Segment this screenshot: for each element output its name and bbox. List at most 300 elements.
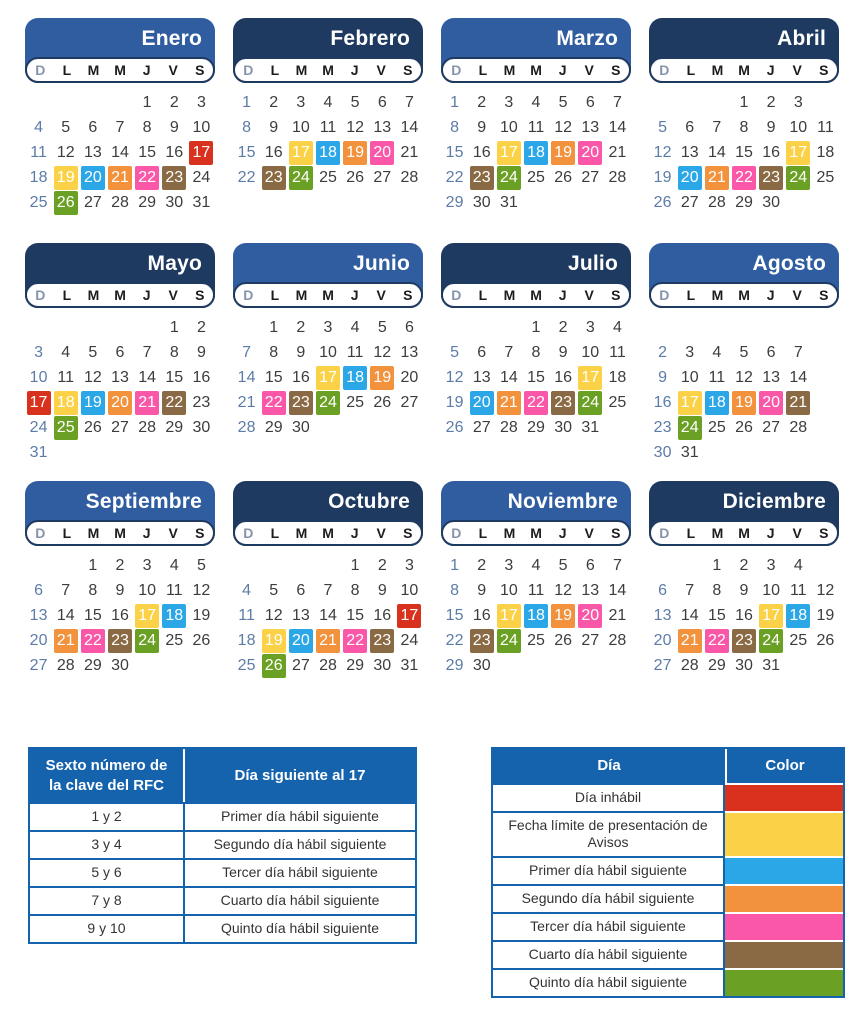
weekday-letter: V (584, 62, 594, 78)
date-cell: 9 (115, 581, 125, 599)
date-cell: 30 (291, 418, 310, 436)
weekday-letter: L (478, 62, 488, 78)
date-cell: 9 (377, 581, 387, 599)
weekday-letter: J (350, 287, 359, 303)
date-cell: 3 (766, 556, 776, 574)
date-cell: 26 (373, 393, 392, 411)
date-cell: 8 (169, 343, 179, 361)
date-cell: 1 (269, 318, 279, 336)
date-cell: 1 (450, 556, 460, 574)
weekday-letter: D (659, 525, 670, 541)
date-cell: 11 (817, 118, 834, 136)
date-cell: 3 (504, 556, 514, 574)
date-cell-highlight-pink: 22 (81, 629, 105, 653)
date-cell-highlight-pink: 22 (732, 166, 756, 190)
date-cell: 27 (653, 656, 672, 674)
weekday-letter: S (403, 62, 413, 78)
date-cell-highlight-yellow: 17 (316, 366, 340, 390)
date-cell: 10 (499, 118, 518, 136)
weekday-letter: S (403, 287, 413, 303)
date-cell: 5 (61, 118, 71, 136)
date-cell-highlight-green: 24 (289, 166, 313, 190)
date-cell-highlight-pink: 20 (759, 391, 783, 415)
date-cell-empty (79, 315, 106, 340)
date-cell: 2 (377, 556, 387, 574)
date-cell: 18 (816, 143, 835, 161)
date-cell: 27 (373, 168, 392, 186)
weekday-letter: M (738, 525, 750, 541)
date-cell: 2 (477, 93, 487, 111)
date-cell-empty (676, 553, 703, 578)
date-cell-highlight-green: 26 (262, 654, 286, 678)
date-cell-highlight-brown: 23 (551, 391, 575, 415)
date-cell-highlight-orange: 19 (551, 141, 575, 165)
date-cell: 4 (531, 93, 541, 111)
rfc-rule-cell: Segundo día hábil siguiente (183, 830, 415, 858)
date-cell: 15 (445, 606, 464, 624)
weekday-letter: M (322, 525, 334, 541)
rfc-rule-cell: Cuarto día hábil siguiente (183, 886, 415, 914)
date-cell: 10 (680, 368, 699, 386)
date-cell-highlight-brown: 21 (786, 391, 810, 415)
month-header (649, 243, 839, 308)
date-cell-highlight-orange: 19 (551, 604, 575, 628)
date-cell-empty (106, 315, 133, 340)
date-cell: 2 (296, 318, 306, 336)
date-cell: 28 (608, 168, 627, 186)
weekday-letter: J (142, 62, 151, 78)
date-cell: 4 (323, 93, 333, 111)
date-cell: 26 (816, 631, 835, 649)
date-cell: 29 (445, 656, 464, 674)
weekday-letter: V (792, 62, 802, 78)
weekday-letter: V (584, 287, 594, 303)
date-cell: 26 (554, 168, 573, 186)
date-cell: 11 (527, 118, 545, 136)
date-cell: 5 (269, 581, 279, 599)
weekday-letter: S (819, 62, 829, 78)
weekday-letter: M (295, 525, 308, 541)
date-cell: 8 (712, 581, 722, 599)
dates-grid (25, 90, 215, 215)
date-cell: 9 (196, 343, 206, 361)
color-swatch-red (725, 783, 843, 811)
date-cell: 30 (192, 418, 211, 436)
dates-grid (441, 90, 631, 215)
date-cell: 24 (400, 631, 419, 649)
date-cell-highlight-pink: 22 (343, 629, 367, 653)
date-cell: 2 (766, 93, 776, 111)
date-cell-highlight-yellow: 19 (54, 166, 78, 190)
date-cell-highlight-blue: 20 (81, 166, 105, 190)
month-card-abril (649, 18, 839, 227)
weekday-letter: J (142, 287, 151, 303)
date-cell: 22 (237, 168, 256, 186)
date-cell: 3 (196, 93, 206, 111)
rfc-digit-cell: 3 y 4 (30, 830, 183, 858)
date-cell: 27 (472, 418, 491, 436)
weekday-letter: M (322, 62, 334, 78)
date-cell: 15 (83, 606, 102, 624)
date-cell: 14 (680, 606, 699, 624)
weekday-letter: M (530, 525, 542, 541)
color-swatch-green (725, 968, 843, 996)
weekday-letter: D (35, 287, 46, 303)
date-cell-highlight-orange: 21 (108, 166, 132, 190)
rfc-digit-cell: 1 y 2 (30, 802, 183, 830)
date-cell-highlight-green: 24 (759, 629, 783, 653)
legend-label-cell: Día inhábil (493, 783, 725, 811)
date-cell: 13 (762, 368, 781, 386)
weekday-letter: M (530, 62, 542, 78)
weekday-letter: L (62, 62, 72, 78)
date-cell-highlight-brown: 23 (470, 629, 494, 653)
month-card-febrero (233, 18, 423, 227)
date-cell: 8 (88, 581, 98, 599)
month-card-marzo (441, 18, 631, 227)
weekday-letter: M (711, 287, 724, 303)
date-cell-empty (52, 315, 79, 340)
date-cell-highlight-brown: 23 (262, 166, 286, 190)
date-cell-empty (812, 553, 839, 578)
rfc-table-header-col2: Día siguiente al 17 (183, 749, 415, 802)
weekday-letter: V (376, 287, 386, 303)
weekday-letter: L (686, 62, 696, 78)
date-cell: 5 (88, 343, 98, 361)
weekday-letter: J (766, 287, 775, 303)
date-cell: 4 (712, 343, 722, 361)
date-cell: 1 (142, 93, 152, 111)
date-cell: 5 (558, 93, 568, 111)
date-cell: 22 (445, 631, 464, 649)
date-cell: 7 (612, 556, 622, 574)
weekday-letter: D (35, 62, 46, 78)
date-cell: 8 (242, 118, 252, 136)
date-cell: 23 (653, 418, 672, 436)
date-cell: 3 (585, 318, 595, 336)
date-cell: 10 (138, 581, 157, 599)
date-cell: 21 (608, 143, 627, 161)
date-cell: 31 (680, 443, 699, 461)
date-cell: 30 (762, 193, 781, 211)
date-cell: 29 (707, 656, 726, 674)
weekday-letter: M (711, 62, 724, 78)
date-cell: 11 (165, 581, 183, 599)
date-cell: 11 (708, 368, 726, 386)
date-cell: 31 (400, 656, 419, 674)
date-cell: 2 (658, 343, 668, 361)
color-legend-table (491, 747, 845, 998)
weekday-letter: V (168, 525, 178, 541)
date-cell: 25 (816, 168, 835, 186)
date-cell: 9 (658, 368, 668, 386)
date-cell-empty (812, 365, 839, 390)
month-header (233, 243, 423, 308)
date-cell: 26 (192, 631, 211, 649)
date-cell-highlight-pink: 20 (578, 141, 602, 165)
month-card-mayo (25, 243, 215, 465)
month-title: Julio (567, 252, 618, 275)
date-cell: 28 (499, 418, 518, 436)
color-swatch-orange (725, 884, 843, 912)
date-cell: 3 (34, 343, 44, 361)
date-cell-empty (812, 390, 839, 415)
date-cell: 25 (608, 393, 627, 411)
weekday-letter: V (584, 525, 594, 541)
weekday-letter: M (295, 62, 308, 78)
date-cell: 28 (789, 418, 808, 436)
weekday-letter: V (376, 62, 386, 78)
date-cell: 16 (653, 393, 672, 411)
date-cell: 12 (554, 581, 573, 599)
date-cell: 7 (612, 93, 622, 111)
date-cell: 2 (269, 93, 279, 111)
dates-grid (441, 553, 631, 678)
month-card-enero (25, 18, 215, 227)
date-cell-empty (703, 315, 730, 340)
date-cell-highlight-blue: 18 (786, 604, 810, 628)
date-cell: 19 (816, 606, 835, 624)
date-cell: 3 (404, 556, 414, 574)
date-cell: 5 (658, 118, 668, 136)
date-cell-highlight-blue: 18 (343, 366, 367, 390)
rfc-digit-cell: 9 y 10 (30, 914, 183, 942)
date-cell: 7 (142, 343, 152, 361)
date-cell: 14 (400, 118, 419, 136)
date-cell: 16 (192, 368, 211, 386)
weekday-header-row (233, 520, 423, 546)
date-cell: 29 (138, 193, 157, 211)
rfc-table-header-col1: Sexto número de la clave del RFC (30, 749, 183, 802)
weekday-letter: V (792, 525, 802, 541)
date-cell-highlight-orange: 19 (343, 141, 367, 165)
date-cell: 8 (450, 118, 460, 136)
date-cell-highlight-green: 24 (678, 416, 702, 440)
legend-label-cell: Segundo día hábil siguiente (493, 884, 725, 912)
date-cell: 12 (653, 143, 672, 161)
date-cell: 10 (581, 343, 600, 361)
date-cell: 12 (264, 606, 283, 624)
date-cell: 5 (739, 343, 749, 361)
date-cell-highlight-pink: 22 (705, 629, 729, 653)
date-cell: 16 (472, 606, 491, 624)
month-card-septiembre (25, 481, 215, 690)
date-cell: 30 (472, 193, 491, 211)
date-cell-highlight-blue: 20 (470, 391, 494, 415)
date-cell: 16 (735, 606, 753, 624)
weekday-letter: J (350, 62, 359, 78)
weekday-letter: J (766, 525, 775, 541)
date-cell: 27 (291, 656, 310, 674)
legend-header-color: Color (725, 749, 843, 783)
date-cell: 28 (111, 193, 129, 211)
weekday-letter: D (451, 525, 462, 541)
date-cell: 7 (712, 118, 722, 136)
date-cell: 16 (373, 606, 392, 624)
legend-label-cell: Cuarto día hábil siguiente (493, 940, 725, 968)
date-cell: 9 (169, 118, 179, 136)
date-cell: 6 (296, 581, 306, 599)
date-cell: 9 (766, 118, 776, 136)
dates-grid (25, 553, 215, 678)
weekday-letter: S (195, 62, 205, 78)
rfc-rule-table (28, 747, 417, 944)
month-header (441, 243, 631, 308)
date-cell: 13 (111, 368, 129, 386)
date-cell: 9 (269, 118, 279, 136)
dates-grid (649, 315, 839, 465)
date-cell: 6 (477, 343, 487, 361)
date-cell-empty (79, 90, 106, 115)
date-cell: 7 (323, 581, 333, 599)
legend-header-dia: Día (493, 749, 725, 783)
date-cell: 26 (653, 193, 672, 211)
date-cell-highlight-pink: 21 (135, 391, 159, 415)
weekday-letter: M (87, 525, 100, 541)
weekday-letter: D (451, 287, 462, 303)
date-cell-highlight-green: 24 (497, 629, 521, 653)
month-title: Septiembre (85, 490, 202, 513)
date-cell: 3 (685, 343, 695, 361)
date-cell: 18 (29, 168, 48, 186)
weekday-letter: S (819, 287, 829, 303)
date-cell-highlight-pink: 22 (262, 391, 286, 415)
weekday-header-row (233, 282, 423, 308)
date-cell: 10 (789, 118, 808, 136)
date-cell: 26 (735, 418, 753, 436)
weekday-letter: M (738, 62, 750, 78)
weekday-letter: L (686, 287, 696, 303)
date-cell: 26 (83, 418, 102, 436)
date-cell-empty (25, 315, 52, 340)
date-cell-empty (758, 315, 785, 340)
weekday-letter: M (530, 287, 542, 303)
date-cell: 14 (608, 118, 627, 136)
weekday-letter: S (611, 287, 621, 303)
date-cell: 6 (377, 93, 387, 111)
date-cell: 1 (350, 556, 360, 574)
date-cell-highlight-yellow: 17 (678, 391, 702, 415)
date-cell-empty (730, 315, 757, 340)
date-cell: 29 (527, 418, 545, 436)
month-header (233, 481, 423, 546)
month-title: Octubre (328, 490, 410, 513)
dates-grid (25, 315, 215, 465)
date-cell: 28 (680, 656, 699, 674)
date-cell: 28 (56, 656, 75, 674)
month-card-noviembre (441, 481, 631, 690)
date-cell-empty (52, 90, 79, 115)
month-title: Junio (353, 252, 410, 275)
date-cell: 20 (29, 631, 48, 649)
date-cell-highlight-blue: 18 (524, 141, 548, 165)
date-cell: 15 (237, 143, 256, 161)
date-cell: 27 (762, 418, 781, 436)
date-cell: 4 (169, 556, 179, 574)
date-cell: 3 (142, 556, 152, 574)
date-cell-highlight-blue: 18 (524, 604, 548, 628)
date-cell: 4 (612, 318, 622, 336)
date-cell: 29 (264, 418, 283, 436)
date-cell-empty (233, 553, 260, 578)
date-cell: 3 (793, 93, 803, 111)
dates-grid (233, 90, 423, 190)
date-cell: 2 (739, 556, 749, 574)
date-cell: 5 (196, 556, 206, 574)
date-cell: 14 (56, 606, 75, 624)
weekday-letter: D (451, 62, 462, 78)
date-cell: 1 (739, 93, 749, 111)
weekday-letter: D (243, 62, 254, 78)
date-cell: 12 (56, 143, 75, 161)
weekday-letter: M (114, 525, 126, 541)
date-cell: 6 (404, 318, 414, 336)
date-cell: 15 (735, 143, 753, 161)
date-cell-empty (812, 340, 839, 365)
date-cell: 13 (29, 606, 48, 624)
legend-label-cell: Primer día hábil siguiente (493, 856, 725, 884)
date-cell-empty (812, 315, 839, 340)
date-cell: 2 (558, 318, 568, 336)
date-cell-highlight-red: 17 (189, 141, 213, 165)
weekday-letter: J (142, 525, 151, 541)
date-cell-highlight-blue: 18 (316, 141, 340, 165)
date-cell: 25 (165, 631, 184, 649)
date-cell: 3 (296, 93, 306, 111)
weekday-letter: D (35, 525, 46, 541)
rfc-digit-cell: 7 y 8 (30, 886, 183, 914)
weekday-letter: M (738, 287, 750, 303)
date-cell-highlight-green: 24 (786, 166, 810, 190)
weekday-letter: M (322, 287, 334, 303)
date-cell-empty (25, 553, 52, 578)
legend-tables-section (0, 747, 868, 998)
date-cell-empty (495, 315, 522, 340)
date-cell: 25 (346, 393, 365, 411)
date-cell: 11 (57, 368, 75, 386)
month-card-octubre (233, 481, 423, 690)
rfc-rule-cell: Tercer día hábil siguiente (183, 858, 415, 886)
date-cell-highlight-red: 17 (397, 604, 421, 628)
date-cell: 11 (238, 606, 255, 624)
date-cell: 26 (445, 418, 464, 436)
date-cell: 13 (472, 368, 491, 386)
date-cell: 1 (169, 318, 179, 336)
date-cell: 4 (61, 343, 71, 361)
date-cell: 9 (296, 343, 306, 361)
weekday-header-row (25, 57, 215, 83)
date-cell: 15 (138, 143, 157, 161)
weekday-letter: L (62, 525, 72, 541)
date-cell: 14 (707, 143, 726, 161)
date-cell: 27 (29, 656, 48, 674)
date-cell-highlight-yellow: 17 (759, 604, 783, 628)
date-cell: 27 (581, 168, 600, 186)
date-cell: 16 (291, 368, 310, 386)
date-cell-empty (703, 90, 730, 115)
date-cell-empty (314, 553, 341, 578)
dates-grid (649, 553, 839, 678)
date-cell: 11 (319, 118, 337, 136)
color-swatch-pink (725, 912, 843, 940)
month-title: Abril (777, 27, 826, 50)
weekday-header-row (649, 282, 839, 308)
date-cell: 26 (554, 631, 573, 649)
weekday-header-row (441, 282, 631, 308)
month-header (25, 481, 215, 546)
date-cell: 6 (766, 343, 776, 361)
weekday-letter: V (168, 287, 178, 303)
